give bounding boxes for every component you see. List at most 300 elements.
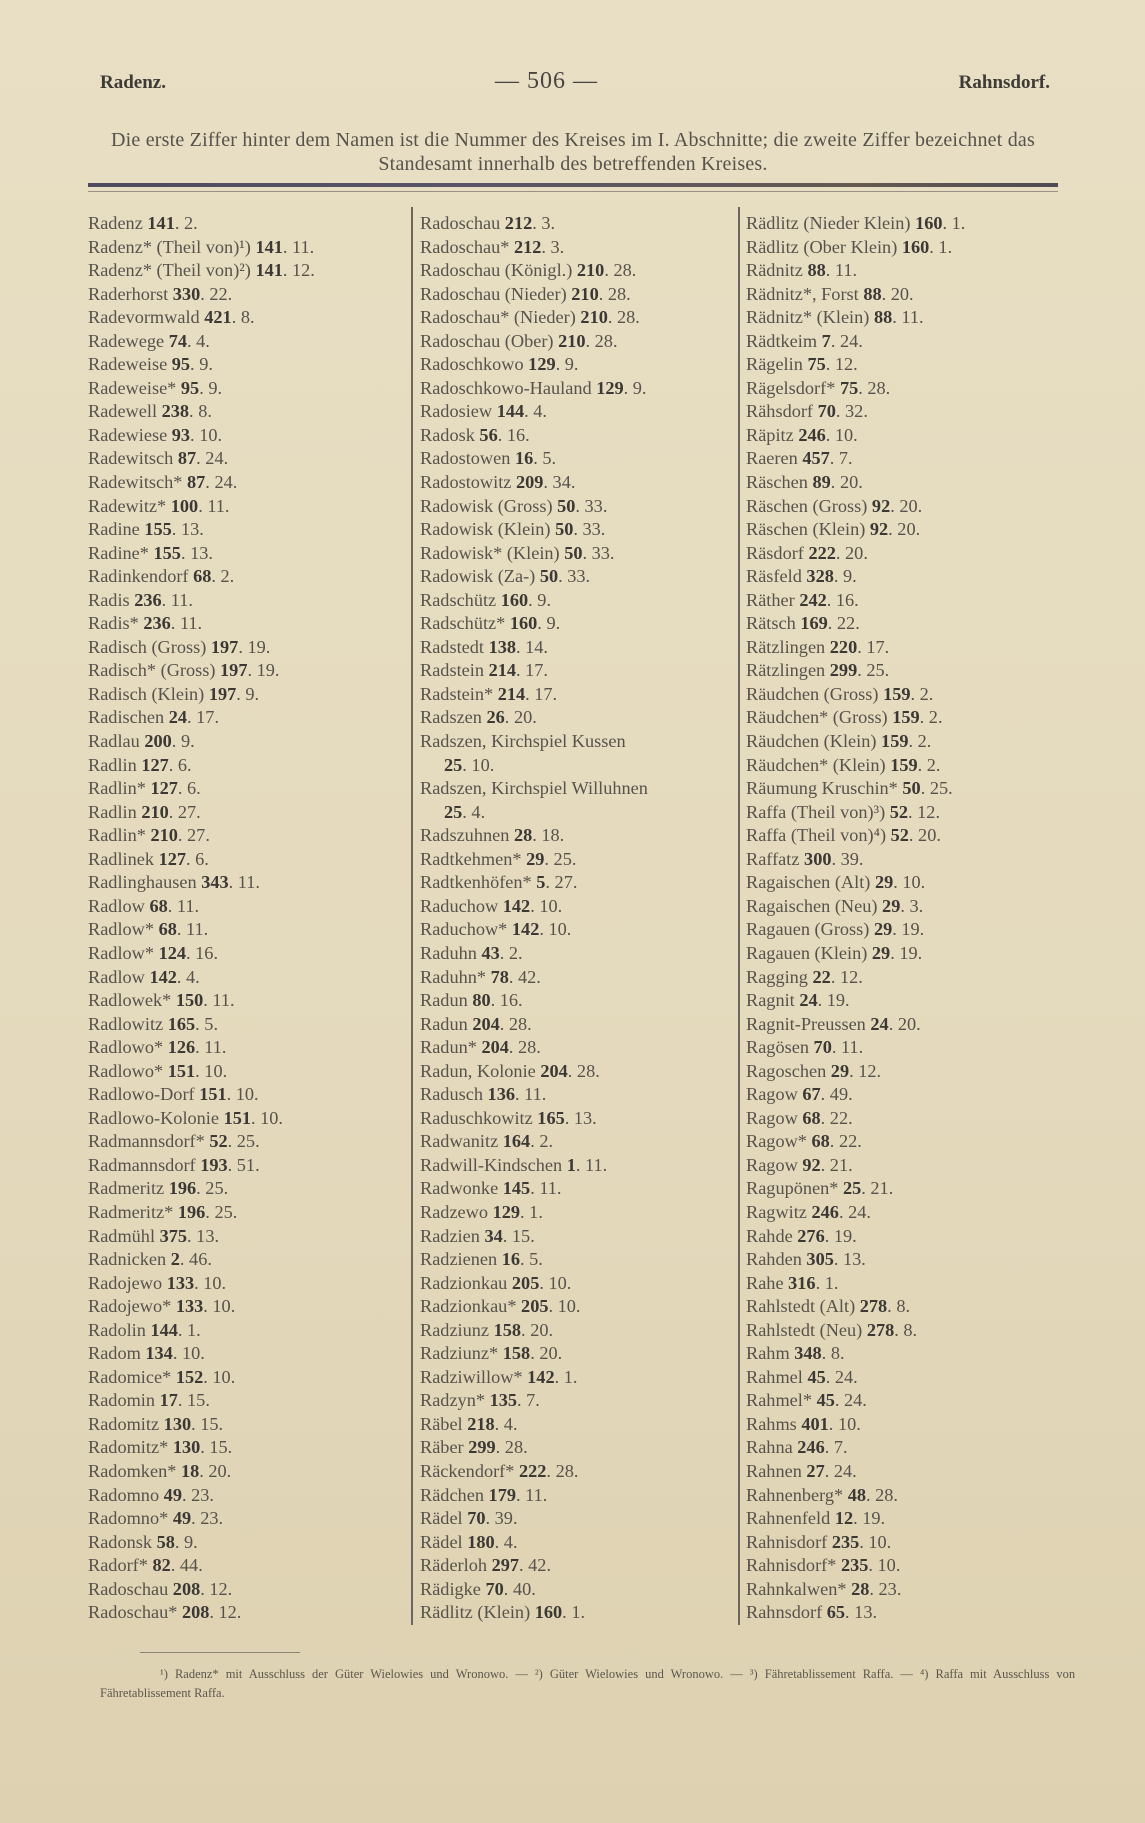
kreis-number: 88	[863, 283, 882, 304]
standesamt-number: 8.	[896, 1296, 911, 1317]
separator: .	[558, 566, 568, 587]
place-name: Radun	[420, 990, 468, 1011]
kreis-number: 25	[444, 754, 463, 775]
place-name: Radischen	[88, 707, 165, 728]
standesamt-number: 13.	[573, 1107, 597, 1128]
standesamt-number: 24.	[839, 330, 863, 351]
standesamt-number: 33.	[582, 519, 606, 540]
place-name: Ragow	[746, 1107, 798, 1128]
standesamt-number: 15.	[200, 1413, 224, 1434]
kreis-number: 214	[497, 683, 526, 704]
separator: .	[530, 1131, 540, 1152]
kreis-number: 27	[806, 1460, 825, 1481]
standesamt-number: 40.	[512, 1578, 536, 1599]
place-name: Radoschau*	[420, 236, 510, 257]
kreis-number: 95	[180, 377, 200, 398]
place-name: Radisch (Klein)	[88, 683, 205, 704]
index-entry	[88, 1036, 406, 1060]
standesamt-number: 11.	[237, 872, 260, 893]
place-name: Radostowen	[420, 448, 511, 469]
place-name: Radtkehmen*	[420, 848, 522, 869]
place-name: Räsfeld	[746, 566, 802, 587]
standesamt-number: 24.	[848, 1201, 871, 1222]
place-name: Radwanitz	[420, 1131, 499, 1152]
kreis-number: 70	[467, 1508, 486, 1529]
standesamt-number: 10.	[868, 1531, 892, 1552]
standesamt-number: 20.	[839, 472, 863, 493]
index-entry	[746, 706, 1066, 730]
kreis-number: 127	[158, 848, 187, 869]
place-name: Radtkenhöfen*	[420, 872, 532, 893]
separator: .	[508, 1037, 519, 1058]
kreis-number: 210	[150, 825, 178, 846]
kreis-number: 164	[502, 1131, 531, 1152]
separator: .	[888, 519, 898, 540]
standesamt-number: 25.	[214, 1201, 238, 1222]
standesamt-number: 11.	[292, 236, 315, 257]
separator: .	[817, 990, 827, 1011]
place-name: Radszen, Kirchspiel Willuhnen	[420, 778, 648, 799]
standesamt-number: 13.	[180, 519, 204, 540]
standesamt-number: 12.	[209, 1578, 233, 1599]
place-name: Raduhn*	[420, 966, 487, 987]
standesamt-number: 11.	[585, 1154, 608, 1175]
index-entry	[746, 330, 1066, 354]
index-entry	[420, 895, 738, 919]
kreis-number: 34	[484, 1225, 503, 1246]
place-name: Radoschau*	[88, 1602, 178, 1623]
kreis-number: 208	[181, 1602, 210, 1623]
standesamt-number: 10.	[877, 1555, 901, 1576]
kreis-number: 52	[209, 1131, 228, 1152]
place-name: Rahnenfeld	[746, 1508, 831, 1529]
separator: .	[866, 1484, 876, 1505]
place-name: Radewell	[88, 401, 158, 422]
separator: .	[820, 1154, 830, 1175]
kreis-number: 25	[444, 801, 463, 822]
place-name: Radisch* (Gross)	[88, 660, 216, 681]
kreis-number: 209	[515, 472, 544, 493]
index-entry	[420, 1248, 738, 1272]
standesamt-number: 20.	[897, 519, 921, 540]
kreis-number: 18	[180, 1460, 200, 1481]
standesamt-number: 42.	[518, 966, 541, 987]
kreis-number: 155	[153, 542, 181, 563]
kreis-number: 12	[834, 1508, 854, 1529]
separator: .	[515, 1484, 526, 1505]
place-name: Radomitz*	[88, 1437, 169, 1458]
place-name: Raduschkowitz	[420, 1107, 533, 1128]
kreis-number: 138	[488, 636, 516, 657]
kreis-number: 238	[161, 401, 190, 422]
place-name: Radszen, Kirchspiel Kussen	[420, 731, 626, 752]
standesamt-number: 10.	[539, 895, 563, 916]
place-name: Ragoschen	[746, 1060, 827, 1081]
standesamt-number: 9.	[199, 354, 213, 375]
kreis-number: 45	[807, 1366, 826, 1387]
separator: .	[530, 1343, 540, 1364]
standesamt-number: 20.	[899, 495, 923, 516]
kreis-number: 124	[158, 942, 187, 963]
index-entry	[420, 918, 738, 942]
standesamt-number: 11.	[207, 495, 230, 516]
separator: .	[829, 1131, 839, 1152]
standesamt-number: 13.	[842, 1249, 866, 1270]
place-name: Rädlitz (Klein)	[420, 1602, 531, 1623]
place-name: Räckendorf*	[420, 1460, 515, 1481]
separator: .	[881, 283, 891, 304]
place-name: Rahnkalwen*	[746, 1578, 847, 1599]
place-name: Ragnit	[746, 990, 795, 1011]
kreis-number: 95	[171, 354, 191, 375]
place-name: Rahlstedt (Neu)	[746, 1319, 863, 1340]
place-name: Radun	[420, 1013, 468, 1034]
index-entry	[88, 518, 406, 542]
intro-note: Die erste Ziffer hinter dem Namen ist die Nummer des Kreises im I. Abschnitte; die zweite Ziffer bezeichnet das Standesamt innerhalb des betreffenden Kreises.	[111, 129, 1035, 175]
kreis-number: 87	[187, 472, 206, 493]
separator: .	[815, 1272, 825, 1293]
place-name: Rägelin	[746, 354, 803, 375]
index-entry	[88, 871, 406, 895]
kreis-number: 2	[170, 1249, 180, 1270]
kreis-number: 78	[490, 966, 509, 987]
index-entry	[746, 424, 1066, 448]
index-entry	[746, 377, 1066, 401]
index-entry	[746, 1295, 1066, 1319]
kreis-number: 129	[596, 377, 624, 398]
index-entry	[746, 1531, 1066, 1555]
place-name: Rädtkeim	[746, 330, 818, 351]
footnote-3	[750, 1667, 913, 1681]
separator: .	[537, 613, 547, 634]
separator: .	[231, 307, 241, 328]
index-entry	[88, 236, 406, 260]
standesamt-number: 16.	[195, 942, 219, 963]
standesamt-number: 20.	[208, 1460, 232, 1481]
separator: .	[825, 260, 835, 281]
place-name: Radoschau* (Nieder)	[420, 307, 576, 328]
place-name: Radomice*	[88, 1366, 172, 1387]
kreis-number: 196	[168, 1178, 197, 1199]
place-name: Ragauen (Klein)	[746, 942, 868, 963]
place-name: Ragnit-Preussen	[746, 1013, 866, 1034]
standesamt-number: 28.	[576, 1060, 600, 1081]
standesamt-number: 24.	[833, 1460, 857, 1481]
standesamt-number: 2.	[508, 942, 523, 963]
kreis-number: 48	[847, 1484, 866, 1505]
place-name: Radomitz	[88, 1413, 160, 1434]
place-name: Radewiese	[88, 424, 168, 445]
kreis-number: 126	[167, 1037, 196, 1058]
standesamt-number: 10.	[548, 1272, 572, 1293]
index-entry	[420, 1225, 738, 1249]
place-name: Rahmel*	[746, 1390, 813, 1411]
place-name: Radzewo	[420, 1201, 489, 1222]
standesamt-number: 17.	[196, 707, 220, 728]
standesamt-number: 51.	[236, 1154, 260, 1175]
kreis-number: 93	[171, 424, 191, 445]
standesamt-number: 27.	[187, 825, 210, 846]
separator: .	[528, 589, 538, 610]
separator: .	[546, 1460, 556, 1481]
kreis-number: 210	[571, 283, 599, 304]
index-entry	[88, 1225, 406, 1249]
kreis-number: 50	[539, 566, 559, 587]
standesamt-number: 8.	[903, 1319, 918, 1340]
place-name: Radine*	[88, 542, 149, 563]
separator: .	[190, 424, 200, 445]
index-entry	[420, 848, 738, 872]
index-entry	[746, 754, 1066, 778]
kreis-number: 133	[175, 1296, 204, 1317]
place-name: Radewege	[88, 330, 165, 351]
footnote-4-text: Raffa mit Ausschluss von Fähretablissement Raffa.	[100, 1667, 1076, 1700]
index-entry	[88, 400, 406, 424]
standesamt-number: 9.	[208, 377, 223, 398]
standesamt-number: 10.	[902, 872, 926, 893]
standesamt-number: 12.	[292, 260, 315, 281]
index-entry	[746, 259, 1066, 283]
footnote-3-text: Fähretablissement Raffa. —	[764, 1667, 913, 1681]
kreis-number: 88	[807, 260, 826, 281]
standesamt-number: 11.	[539, 1178, 562, 1199]
kreis-number: 169	[800, 613, 828, 634]
kreis-number: 236	[134, 589, 162, 610]
place-name: Radoschau (Ober)	[420, 330, 554, 351]
header-rule-thick	[88, 183, 1058, 187]
standesamt-number: 10.	[204, 1060, 228, 1081]
footnote-2	[535, 1667, 743, 1681]
kreis-number: 142	[527, 1366, 555, 1387]
standesamt-number: 16.	[506, 424, 530, 445]
standesamt-number: 25.	[866, 660, 890, 681]
separator: .	[894, 1319, 904, 1340]
index-entry	[88, 966, 406, 990]
standesamt-number: 1.	[529, 1201, 543, 1222]
kreis-number: 214	[488, 660, 516, 681]
kreis-number: 29	[871, 942, 891, 963]
separator: .	[191, 1508, 201, 1529]
separator: .	[835, 401, 846, 422]
separator: .	[845, 1602, 855, 1623]
place-name: Raduhn	[420, 942, 477, 963]
place-name: Räumung Kruschin*	[746, 778, 898, 799]
standesamt-number: 12.	[834, 354, 858, 375]
index-entry	[420, 683, 738, 707]
standesamt-number: 32.	[845, 401, 868, 422]
standesamt-number: 1.	[938, 236, 953, 257]
separator: .	[174, 213, 184, 233]
place-name: Radis*	[88, 613, 139, 634]
index-entry	[420, 1013, 738, 1037]
index-entry	[746, 283, 1066, 307]
separator: .	[187, 707, 197, 728]
place-name: Rädnitz*, Forst	[746, 283, 859, 304]
index-entry	[420, 212, 738, 236]
place-name: Radevormwald	[88, 307, 200, 328]
standesamt-number: 24.	[205, 448, 229, 469]
place-name: Radomno	[88, 1484, 160, 1505]
index-entry	[88, 801, 406, 825]
kreis-number: 297	[491, 1555, 520, 1576]
separator: .	[200, 283, 210, 304]
kreis-number: 278	[866, 1319, 895, 1340]
standesamt-number: 9.	[180, 731, 195, 752]
kreis-number: 68	[158, 919, 177, 940]
separator: .	[462, 801, 472, 822]
separator: .	[869, 1578, 879, 1599]
place-name: Rätzlingen	[746, 660, 826, 681]
standesamt-number: 11.	[170, 589, 193, 610]
standesamt-number: 28.	[504, 1437, 528, 1458]
place-name: Radzien	[420, 1225, 480, 1246]
index-entry	[88, 1507, 406, 1531]
index-entry	[88, 706, 406, 730]
index-entry	[88, 848, 406, 872]
kreis-number: 75	[807, 354, 826, 375]
place-name: Räschen (Gross)	[746, 495, 868, 516]
column-divider-1	[411, 207, 413, 1625]
standesamt-number: 9.	[564, 354, 579, 375]
standesamt-number: 2.	[917, 731, 932, 752]
separator: .	[170, 613, 180, 634]
index-entry	[420, 871, 738, 895]
separator: .	[821, 1343, 831, 1364]
kreis-number: 58	[156, 1531, 175, 1552]
kreis-number: 159	[883, 683, 911, 704]
place-name: Rahna	[746, 1437, 793, 1458]
separator: .	[180, 542, 191, 563]
place-name: Radonsk	[88, 1531, 152, 1552]
index-entry	[420, 1083, 738, 1107]
index-entry	[746, 1319, 1066, 1343]
standesamt-number: 46.	[189, 1249, 212, 1270]
index-entry	[746, 1013, 1066, 1037]
place-name: Radszen	[420, 707, 482, 728]
place-name: Radoschau	[88, 1578, 169, 1599]
place-name: Ragaischen (Neu)	[746, 895, 878, 916]
place-name: Radzionkau	[420, 1272, 508, 1293]
index-entry	[420, 1484, 738, 1508]
place-name: Radoschau (Nieder)	[420, 283, 567, 304]
place-name: Räschen (Klein)	[746, 519, 866, 540]
index-entry	[420, 400, 738, 424]
standesamt-number: 22.	[209, 283, 233, 304]
kreis-number: 145	[502, 1178, 531, 1199]
place-name: Radstein*	[420, 683, 494, 704]
separator: .	[582, 542, 592, 563]
separator: .	[515, 636, 526, 657]
standesamt-number: 3.	[909, 895, 924, 916]
place-name: Radzionkau*	[420, 1296, 517, 1317]
kreis-number: 179	[488, 1484, 516, 1505]
index-entry	[88, 1177, 406, 1201]
place-name: Radosiew	[420, 401, 493, 422]
separator: .	[830, 472, 840, 493]
place-name: Radszuhnen	[420, 825, 510, 846]
kreis-number: 80	[472, 990, 491, 1011]
separator: .	[830, 330, 840, 351]
separator: .	[282, 236, 292, 257]
kreis-number: 246	[811, 1201, 839, 1222]
kreis-number: 141	[147, 213, 175, 233]
kreis-number: 316	[788, 1272, 816, 1293]
separator: .	[238, 636, 248, 657]
standesamt-number: 8.	[240, 307, 255, 328]
standesamt-number: 5.	[204, 1013, 219, 1034]
place-name: Raffa (Theil von)⁴)	[746, 825, 887, 846]
standesamt-number: 42.	[528, 1555, 552, 1576]
kreis-number: 88	[873, 307, 893, 328]
index-entry	[746, 612, 1066, 636]
standesamt-number: 22.	[829, 1107, 853, 1128]
place-name: Rahnisdorf	[746, 1531, 828, 1552]
place-name: Radeweise*	[88, 377, 177, 398]
place-name: Rädlitz (Nieder Klein)	[746, 213, 911, 233]
index-entry	[88, 1413, 406, 1437]
kreis-number: 29	[882, 895, 901, 916]
index-entry	[746, 518, 1066, 542]
place-name: Radlowitz	[88, 1013, 164, 1034]
index-entry	[746, 589, 1066, 613]
place-name: Rähsdorf	[746, 401, 814, 422]
index-entry	[88, 542, 406, 566]
standesamt-number: 19.	[833, 1225, 857, 1246]
kreis-number: 197	[210, 636, 239, 657]
standesamt-number: 5.	[542, 448, 557, 469]
separator: .	[494, 1531, 504, 1552]
separator: .	[186, 942, 196, 963]
separator: .	[825, 1366, 835, 1387]
separator: .	[198, 495, 208, 516]
kreis-number: 50	[557, 495, 576, 516]
standesamt-number: 2.	[539, 1131, 554, 1152]
footnote-3-mark: ³)	[749, 1667, 758, 1681]
kreis-number: 421	[204, 307, 232, 328]
standesamt-number: 10.	[199, 424, 223, 445]
separator: .	[567, 1060, 577, 1081]
separator: .	[838, 1201, 849, 1222]
footnote-1-mark: ¹)	[160, 1667, 168, 1681]
place-name: Radeweise	[88, 354, 168, 375]
kreis-number: 136	[487, 1084, 515, 1105]
kreis-number: 160	[915, 213, 943, 233]
standesamt-number: 10.	[181, 1343, 205, 1364]
separator: .	[200, 1437, 210, 1458]
index-entry	[746, 895, 1066, 919]
place-name: Räudchen* (Gross)	[746, 707, 888, 728]
index-entry	[88, 1578, 406, 1602]
standesamt-number: 7.	[526, 1390, 540, 1411]
index-entry	[746, 824, 1066, 848]
footnote-1-text: Radenz* mit Ausschluss der Güter Wielowies und Wronowo. —	[174, 1667, 528, 1681]
index-entry	[88, 330, 406, 354]
kreis-number: 159	[892, 707, 920, 728]
index-entry	[420, 1036, 738, 1060]
separator: .	[910, 683, 920, 704]
standesamt-number: 10.	[837, 1413, 861, 1434]
index-entry	[420, 1413, 738, 1437]
separator: .	[199, 377, 209, 398]
separator: .	[544, 848, 554, 869]
kreis-number: 70	[485, 1578, 504, 1599]
standesamt-number: 1.	[951, 213, 966, 233]
place-name: Raderhorst	[88, 283, 169, 304]
separator: .	[167, 895, 177, 916]
index-entry	[746, 659, 1066, 683]
separator: .	[835, 542, 846, 563]
separator: .	[826, 589, 836, 610]
